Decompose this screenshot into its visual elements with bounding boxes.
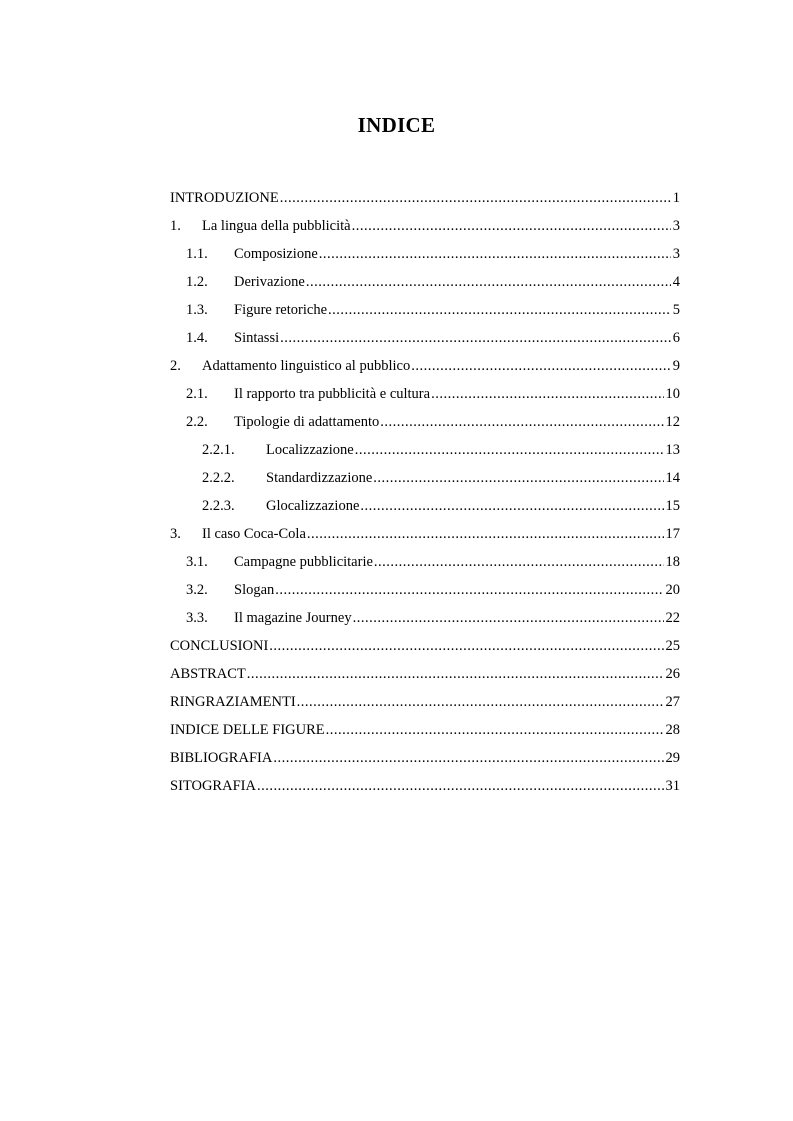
- toc-entry-page-number: 29: [665, 750, 680, 766]
- toc-entry[interactable]: [170, 190, 680, 218]
- dot-leader: [373, 470, 663, 487]
- toc-entry-title: Slogan: [234, 582, 275, 598]
- toc-entry-page-number: 28: [665, 722, 680, 738]
- toc-entry-title: Composizione: [234, 246, 318, 262]
- toc-entry[interactable]: [170, 274, 680, 302]
- toc-entry-number: 1.4.: [186, 330, 208, 346]
- toc-entry[interactable]: [170, 526, 680, 554]
- dot-leader: [297, 694, 664, 711]
- toc-entry-page-number: 15: [665, 498, 680, 514]
- dot-leader: [269, 638, 663, 655]
- dot-leader: [275, 582, 663, 599]
- toc-entry[interactable]: [170, 302, 680, 330]
- toc-entry-title: ABSTRACT: [170, 666, 246, 682]
- toc-entry-page-number: 20: [665, 582, 680, 598]
- toc-entry-number: 2.2.1.: [202, 442, 235, 458]
- toc-entry[interactable]: [170, 582, 680, 610]
- toc-entry-title: BIBLIOGRAFIA: [170, 750, 273, 766]
- toc-entry[interactable]: [170, 778, 680, 806]
- toc-entry-title: INDICE DELLE FIGURE: [170, 722, 325, 738]
- dot-leader: [355, 442, 664, 459]
- toc-entry-page-number: 3: [672, 246, 680, 262]
- dot-leader: [411, 358, 671, 375]
- dot-leader: [280, 330, 671, 347]
- table-of-contents: [170, 190, 680, 806]
- dot-leader: [353, 610, 664, 627]
- dot-leader: [319, 246, 671, 263]
- toc-entry-title: SITOGRAFIA: [170, 778, 256, 794]
- toc-entry-title: Figure retoriche: [234, 302, 328, 318]
- toc-entry-page-number: 18: [665, 554, 680, 570]
- toc-entry-page-number: 13: [665, 442, 680, 458]
- toc-entry-page-number: 6: [672, 330, 680, 346]
- toc-entry-number: 1.3.: [186, 302, 208, 318]
- toc-entry-title: RINGRAZIAMENTI: [170, 694, 296, 710]
- dot-leader: [374, 554, 664, 571]
- dot-leader: [306, 274, 671, 291]
- toc-entry-page-number: 26: [665, 666, 680, 682]
- toc-entry[interactable]: [170, 610, 680, 638]
- toc-entry-number: 2.2.2.: [202, 470, 235, 486]
- toc-entry-number: 2.1.: [186, 386, 208, 402]
- toc-entry-page-number: 14: [665, 470, 680, 486]
- toc-entry[interactable]: [170, 414, 680, 442]
- toc-entry[interactable]: [170, 554, 680, 582]
- toc-entry-number: 3.1.: [186, 554, 208, 570]
- toc-entry[interactable]: [170, 498, 680, 526]
- toc-entry[interactable]: [170, 694, 680, 722]
- toc-entry-page-number: 3: [672, 218, 680, 234]
- dot-leader: [247, 666, 664, 683]
- toc-entry-page-number: 9: [672, 358, 680, 374]
- toc-entry-number: 3.3.: [186, 610, 208, 626]
- toc-entry[interactable]: [170, 750, 680, 778]
- toc-entry-number: 2.: [170, 358, 181, 374]
- toc-entry-page-number: 31: [665, 778, 680, 794]
- toc-entry-number: 1.2.: [186, 274, 208, 290]
- toc-entry-title: Derivazione: [234, 274, 305, 290]
- toc-entry[interactable]: [170, 358, 680, 386]
- toc-entry-page-number: 5: [672, 302, 680, 318]
- toc-entry[interactable]: [170, 218, 680, 246]
- toc-entry[interactable]: [170, 386, 680, 414]
- dot-leader: [431, 386, 663, 403]
- toc-entry-page-number: 25: [665, 638, 680, 654]
- dot-leader: [352, 218, 671, 235]
- toc-entry-page-number: 22: [665, 610, 680, 626]
- toc-entry-title: Adattamento linguistico al pubblico: [202, 358, 411, 374]
- toc-entry-title: Localizzazione: [266, 442, 354, 458]
- toc-entry-number: 3.: [170, 526, 181, 542]
- toc-entry[interactable]: [170, 666, 680, 694]
- dot-leader: [273, 750, 663, 767]
- toc-entry-title: Campagne pubblicitarie: [234, 554, 373, 570]
- toc-entry-title: Tipologie di adattamento: [234, 414, 380, 430]
- toc-entry-title: CONCLUSIONI: [170, 638, 269, 654]
- toc-entry-page-number: 17: [665, 526, 680, 542]
- toc-entry-title: Standardizzazione: [266, 470, 373, 486]
- toc-entry-page-number: 4: [672, 274, 680, 290]
- toc-entry-number: 1.1.: [186, 246, 208, 262]
- dot-leader: [307, 526, 664, 543]
- toc-entry-page-number: 12: [665, 414, 680, 430]
- toc-entry-title: Glocalizzazione: [266, 498, 360, 514]
- toc-entry[interactable]: [170, 470, 680, 498]
- toc-entry-page-number: 10: [665, 386, 680, 402]
- toc-entry-number: 2.2.3.: [202, 498, 235, 514]
- toc-entry[interactable]: [170, 638, 680, 666]
- toc-entry-title: Il rapporto tra pubblicità e cultura: [234, 386, 431, 402]
- dot-leader: [380, 414, 663, 431]
- dot-leader: [360, 498, 663, 515]
- toc-entry[interactable]: [170, 246, 680, 274]
- page-title: INDICE: [357, 113, 436, 137]
- dot-leader: [280, 190, 671, 207]
- toc-entry-number: 1.: [170, 218, 181, 234]
- toc-entry-title: La lingua della pubblicità: [202, 218, 351, 234]
- toc-entry-title: Il magazine Journey: [234, 610, 352, 626]
- toc-entry-page-number: 27: [665, 694, 680, 710]
- toc-entry[interactable]: [170, 722, 680, 750]
- dot-leader: [328, 302, 671, 319]
- toc-entry-title: Il caso Coca-Cola: [202, 526, 306, 542]
- toc-entry-title: INTRODUZIONE: [170, 190, 279, 206]
- toc-entry-number: 3.2.: [186, 582, 208, 598]
- dot-leader: [326, 722, 664, 739]
- toc-entry[interactable]: [170, 330, 680, 358]
- toc-entry[interactable]: [170, 442, 680, 470]
- dot-leader: [257, 778, 664, 795]
- toc-entry-title: Sintassi: [234, 330, 280, 346]
- toc-entry-number: 2.2.: [186, 414, 208, 430]
- toc-entry-page-number: 1: [672, 190, 680, 206]
